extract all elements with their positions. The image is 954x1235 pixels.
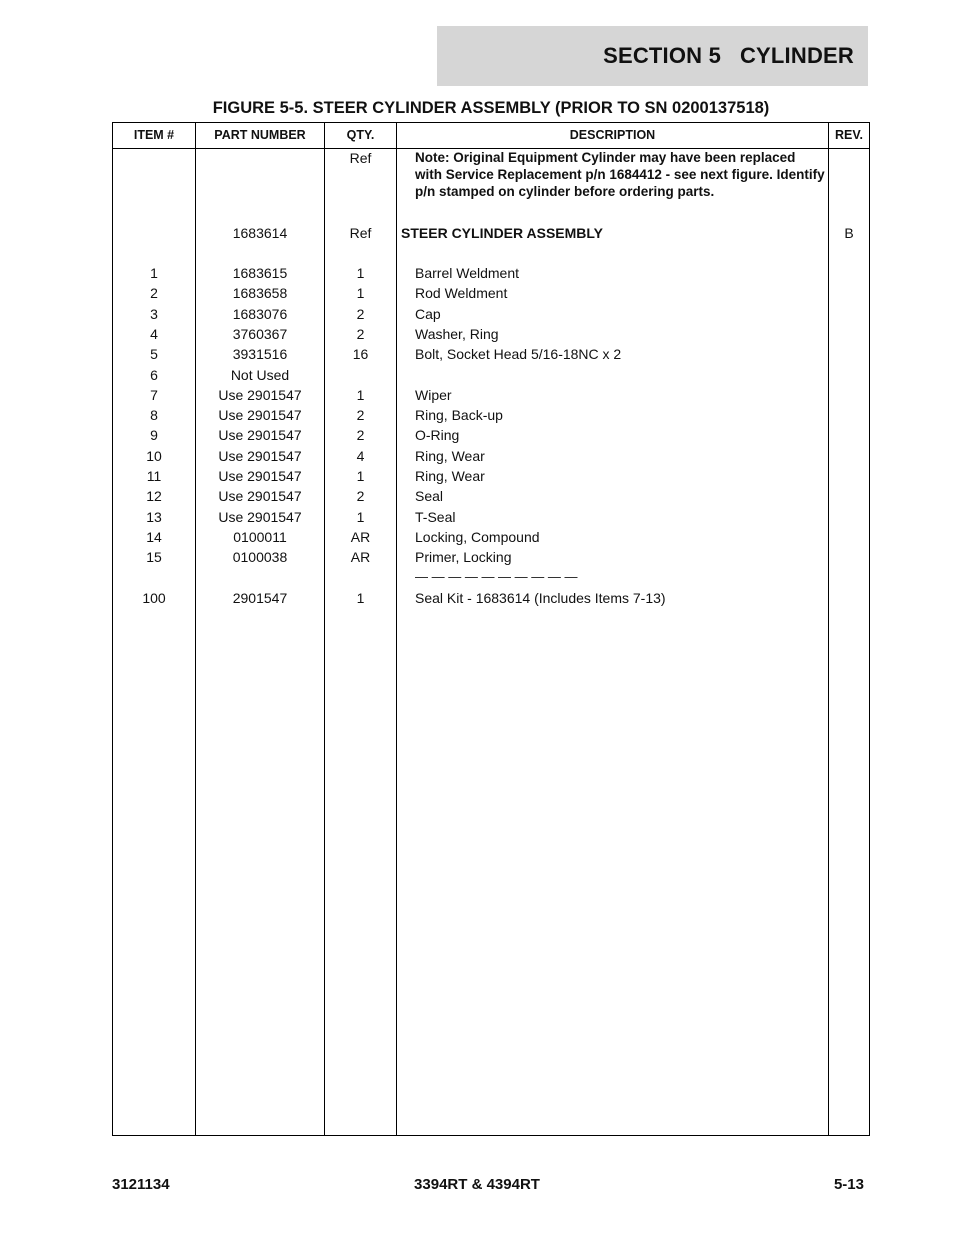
row-part-number: Use 2901547 bbox=[218, 509, 302, 525]
row-description: Seal bbox=[415, 488, 444, 504]
assembly-description: STEER CYLINDER ASSEMBLY bbox=[401, 225, 603, 241]
footer-page-number: 5-13 bbox=[833, 1176, 864, 1193]
row-qty: 16 bbox=[352, 346, 369, 362]
parts-table bbox=[112, 122, 870, 1136]
row-item: 12 bbox=[146, 488, 162, 504]
row-part-number: 1683076 bbox=[232, 306, 288, 322]
row-qty: AR bbox=[350, 529, 371, 545]
row-qty: 2 bbox=[356, 306, 365, 322]
column-header-qty: QTY. bbox=[346, 128, 375, 142]
column-divider bbox=[828, 123, 829, 1135]
row-part-number: Use 2901547 bbox=[218, 407, 302, 423]
row-qty: 4 bbox=[356, 448, 365, 464]
row-item: 15 bbox=[146, 549, 162, 565]
row-description: Locking, Compound bbox=[415, 529, 540, 545]
row-item: 1 bbox=[150, 265, 158, 281]
row-description: Bolt, Socket Head 5/16-18NC x 2 bbox=[415, 346, 622, 362]
row-description: T-Seal bbox=[415, 509, 456, 525]
footer-doc-number: 3121134 bbox=[112, 1176, 170, 1193]
row-part-number: 3760367 bbox=[232, 326, 288, 342]
row-item: 11 bbox=[146, 468, 162, 484]
row-description: Ring, Wear bbox=[415, 468, 485, 484]
row-item: 6 bbox=[150, 367, 158, 383]
column-header-item: ITEM # bbox=[133, 128, 175, 142]
row-part-number: 0100038 bbox=[232, 549, 288, 565]
assembly-qty: Ref bbox=[349, 225, 372, 241]
row-part-number: 1683658 bbox=[232, 285, 288, 301]
row-qty: 1 bbox=[356, 509, 365, 525]
kit-part-number: 2901547 bbox=[232, 590, 288, 606]
row-item: 7 bbox=[150, 387, 158, 403]
section-header bbox=[437, 26, 868, 86]
note-text: Note: Original Equipment Cylinder may have been replaced with Service Replacement p/n 1684412 - see next figure. Identify p/n stamped on cylinder before ordering parts. bbox=[415, 150, 825, 199]
note-qty: Ref bbox=[349, 150, 372, 166]
row-qty: 1 bbox=[356, 265, 365, 281]
assembly-rev: B bbox=[844, 225, 854, 241]
kit-item: 100 bbox=[142, 590, 166, 606]
row-description: Cap bbox=[415, 306, 441, 322]
row-part-number: Use 2901547 bbox=[218, 427, 302, 443]
column-header-part-number: PART NUMBER bbox=[214, 128, 306, 142]
row-qty: 1 bbox=[356, 468, 365, 484]
section-title: SECTION 5 CYLINDER bbox=[603, 43, 854, 68]
row-description: Barrel Weldment bbox=[415, 265, 520, 281]
row-description: O-Ring bbox=[415, 427, 460, 443]
row-item: 4 bbox=[150, 326, 158, 342]
row-qty: 2 bbox=[356, 488, 365, 504]
row-item: 9 bbox=[150, 427, 158, 443]
row-qty: 1 bbox=[356, 285, 365, 301]
row-description: Ring, Wear bbox=[415, 448, 485, 464]
kit-description: Seal Kit - 1683614 (Includes Items 7-13) bbox=[415, 590, 666, 606]
row-description: Washer, Ring bbox=[415, 326, 499, 342]
row-qty: 2 bbox=[356, 326, 365, 342]
row-item: 10 bbox=[146, 448, 162, 464]
row-item: 3 bbox=[150, 306, 158, 322]
row-item: 13 bbox=[146, 509, 162, 525]
row-item: 2 bbox=[150, 285, 158, 301]
column-divider bbox=[396, 123, 397, 1135]
row-description: Rod Weldment bbox=[415, 285, 508, 301]
row-description: Wiper bbox=[415, 387, 452, 403]
column-header-description: DESCRIPTION bbox=[569, 128, 656, 142]
column-header-rev: REV. bbox=[834, 128, 864, 142]
row-part-number: Use 2901547 bbox=[218, 468, 302, 484]
row-qty: 2 bbox=[356, 427, 365, 443]
row-part-number: Use 2901547 bbox=[218, 387, 302, 403]
row-item: 14 bbox=[146, 529, 162, 545]
row-qty: AR bbox=[350, 549, 371, 565]
row-part-number: Use 2901547 bbox=[218, 488, 302, 504]
row-item: 5 bbox=[150, 346, 158, 362]
row-part-number: Not Used bbox=[230, 367, 290, 383]
row-part-number: 0100011 bbox=[233, 529, 287, 545]
row-qty: 1 bbox=[356, 387, 365, 403]
row-part-number: 1683615 bbox=[232, 265, 288, 281]
kit-qty: 1 bbox=[356, 590, 365, 606]
footer-models: 3394RT & 4394RT bbox=[414, 1176, 540, 1193]
row-qty: 2 bbox=[356, 407, 365, 423]
row-description: Ring, Back-up bbox=[415, 407, 503, 423]
figure-title: FIGURE 5-5. STEER CYLINDER ASSEMBLY (PRIOR TO SN 0200137518) bbox=[212, 99, 770, 117]
assembly-part-number: 1683614 bbox=[232, 225, 288, 241]
row-part-number: Use 2901547 bbox=[218, 448, 302, 464]
kit-separator: — — — — — — — — — — bbox=[415, 569, 578, 584]
row-part-number: 3931516 bbox=[232, 346, 288, 362]
row-description: Primer, Locking bbox=[415, 549, 512, 565]
row-item: 8 bbox=[150, 407, 158, 423]
